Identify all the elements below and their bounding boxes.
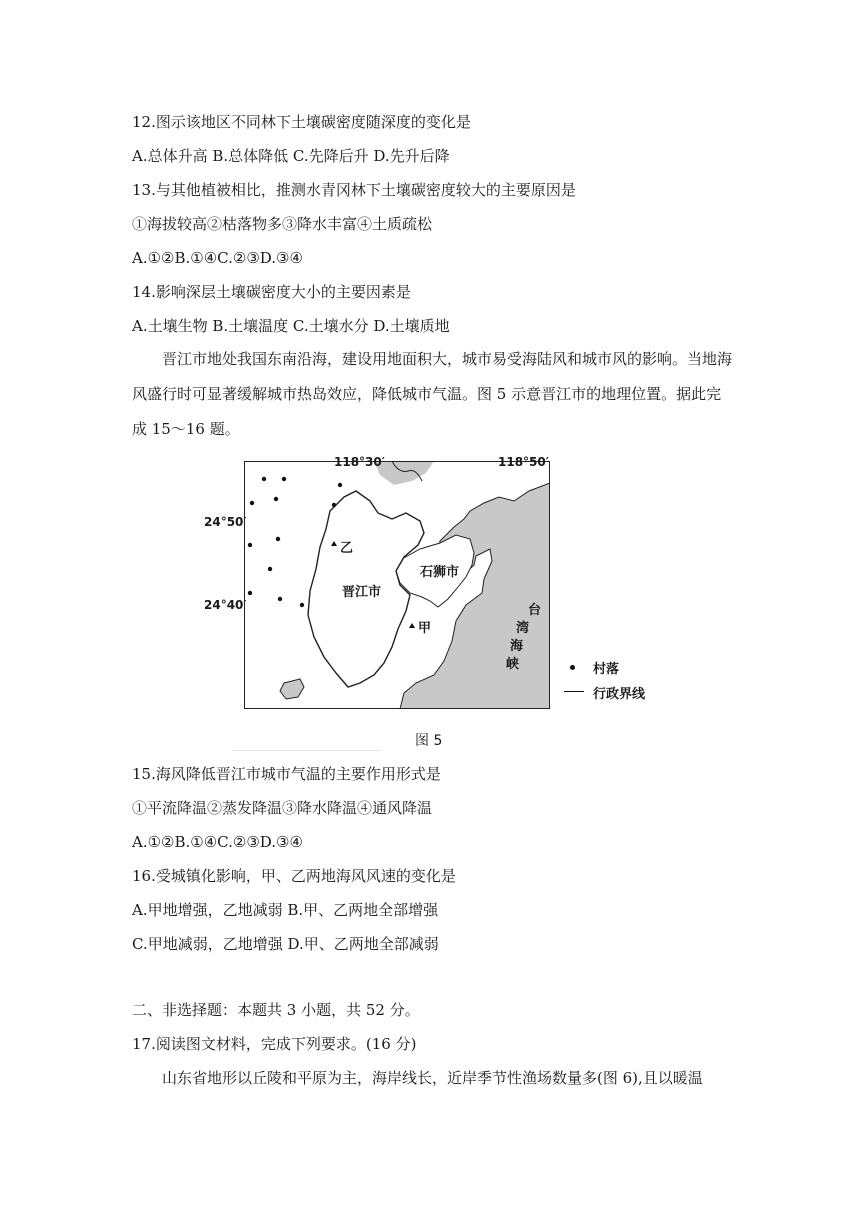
strait-label-2: 湾 xyxy=(516,621,530,636)
jinjiang-label: 晋江市 xyxy=(342,585,382,600)
lon-label-1: 118°30′ xyxy=(334,455,385,469)
yi-label: 乙 xyxy=(340,541,354,556)
q16-options-1: A.甲地增强，乙地减弱 B.甲、乙两地全部增强 xyxy=(132,901,439,919)
legend-boundary-line xyxy=(564,691,584,692)
strait-label-3: 海 xyxy=(510,639,524,654)
q12-options: A.总体升高 B.总体降低 C.先降后升 D.先升后降 xyxy=(132,147,450,165)
section2-heading: 二、非选择题：本题共 3 小题，共 52 分。 xyxy=(132,1001,420,1019)
q16-options-2: C.甲地减弱，乙地增强 D.甲、乙两地全部减弱 xyxy=(132,935,439,953)
q17-text: 山东省地形以丘陵和平原为主，海岸线长，近岸季节性渔场数量多(图 6),且以暖温 xyxy=(162,1069,703,1087)
lat-label-2: 24°40′ xyxy=(204,598,247,612)
legend-boundary-label: 行政界线 xyxy=(593,687,646,702)
q13-options: A.①②B.①④C.②③D.③④ xyxy=(132,249,303,267)
map-figure-5 xyxy=(204,455,550,709)
village-dot xyxy=(338,483,342,487)
q14-stem: 14.影响深层土壤碳密度大小的主要因素是 xyxy=(132,283,411,301)
q16-stem: 16.受城镇化影响，甲、乙两地海风风速的变化是 xyxy=(132,867,456,885)
figure-caption: 图 5 xyxy=(415,733,443,749)
village-dot xyxy=(332,503,336,507)
village-dot xyxy=(278,597,282,601)
q13-stem: 13.与其他植被相比，推测水青冈林下土壤碳密度较大的主要原因是 xyxy=(132,181,576,199)
legend-village-label: 村落 xyxy=(593,662,620,677)
q15-items: ①平流降温②蒸发降温③降水降温④通风降温 xyxy=(132,799,433,817)
lat-label-1: 24°50′ xyxy=(204,515,247,529)
village-dot xyxy=(248,591,252,595)
village-dot xyxy=(282,477,286,481)
village-dot xyxy=(262,477,266,481)
q12-stem: 12.图示该地区不同林下土壤碳密度随深度的变化是 xyxy=(132,113,471,131)
q14-options: A.土壤生物 B.土壤温度 C.土壤水分 D.土壤质地 xyxy=(132,317,450,335)
lon-label-2: 118°50′ xyxy=(498,455,549,469)
village-dot xyxy=(250,501,254,505)
shishi-label: 石狮市 xyxy=(420,565,460,580)
legend-village-dot xyxy=(570,665,575,670)
scan-artifact xyxy=(232,750,382,751)
q15-options: A.①②B.①④C.②③D.③④ xyxy=(132,833,303,851)
village-dot xyxy=(268,567,272,571)
q17-stem: 17.阅读图文材料，完成下列要求。(16 分) xyxy=(132,1035,417,1053)
village-dot xyxy=(248,543,252,547)
village-dot xyxy=(300,603,304,607)
q15-stem: 15.海风降低晋江市城市气温的主要作用形式是 xyxy=(132,765,441,783)
strait-label-1: 台 xyxy=(528,603,542,618)
jia-label: 甲 xyxy=(418,621,432,636)
village-dot xyxy=(276,537,280,541)
map-svg xyxy=(244,461,550,709)
village-dot xyxy=(274,497,278,501)
strait-label-4: 峡 xyxy=(506,657,520,672)
passage-15-16: 晋江市地处我国东南沿海，建设用地面积大，城市易受海陆风和城市风的影响。当地海风盛行时可显著缓解城市热岛效应，降低城市气温。图 5 示意晋江市的地理位置。据此完成 15～16 题。 xyxy=(132,350,733,438)
q13-items: ①海拔较高②枯落物多③降水丰富④土质疏松 xyxy=(132,215,433,233)
